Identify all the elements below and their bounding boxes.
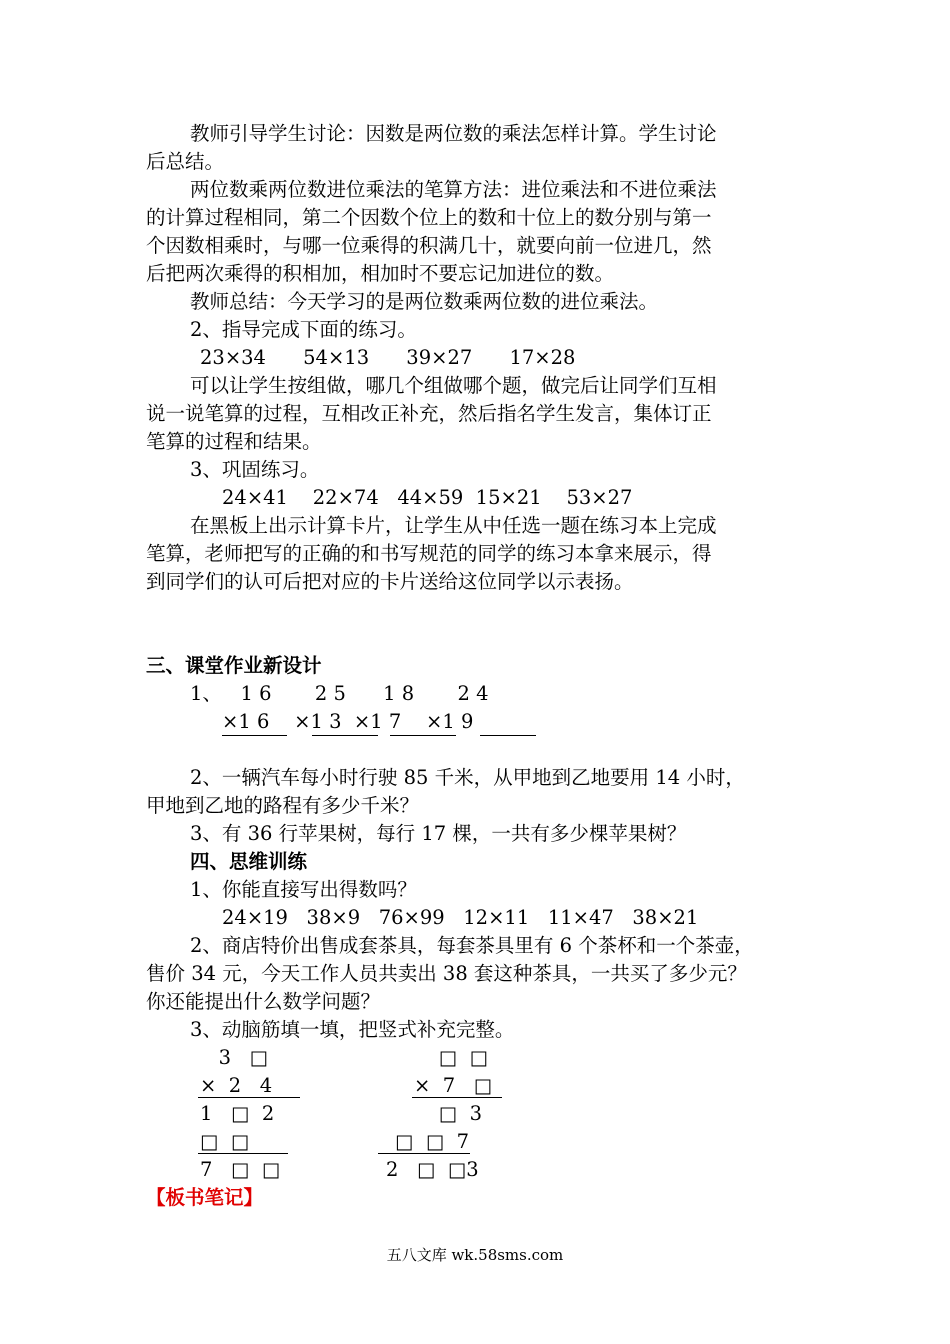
- question-line: 甲地到乙地的路程有多少千米？: [146, 794, 420, 817]
- question-line: 售价 34 元，今天工作人员共卖出 38 套这种茶具，一共买了多少元？: [146, 962, 747, 985]
- puzzle-row: × 2 4: [200, 1074, 273, 1097]
- puzzle-row: □ □: [200, 1130, 250, 1153]
- puzzle-row: 1 □ 2: [200, 1102, 275, 1125]
- paragraph-line: 后把两次乘得的积相加，相加时不要忘记加进位的数。: [146, 262, 615, 285]
- underline: [480, 735, 536, 736]
- puzzle-row: 2 □ □3: [386, 1158, 479, 1181]
- puzzle-row: □ □ 7: [395, 1130, 470, 1153]
- question-line: 3、动脑筋填一填，把竖式补充完整。: [190, 1018, 515, 1041]
- paragraph-line: 3、巩固练习。: [190, 458, 320, 481]
- paragraph-line: 个因数相乘时，与哪一位乘得的积满几十，就要向前一位进几，然: [146, 234, 712, 257]
- question-line: 2、商店特价出售成套茶具，每套茶具里有 6 个茶杯和一个茶壶，: [190, 934, 754, 957]
- section-heading: 三、课堂作业新设计: [146, 654, 322, 677]
- underline: [222, 735, 287, 736]
- puzzle-row: □ □: [414, 1046, 489, 1069]
- puzzle-row: □ 3: [414, 1102, 483, 1125]
- exercise-row: 24×19 38×9 76×99 12×11 11×47 38×21: [222, 906, 699, 929]
- underline: [412, 1097, 502, 1098]
- underline: [378, 1153, 470, 1154]
- puzzle-row: × 7 □: [414, 1074, 493, 1097]
- vertical-multiplication-bottom-row: ×1 6 ×1 3 ×1 7 ×1 9: [222, 710, 474, 733]
- question-line: 2、一辆汽车每小时行驶 85 千米，从甲地到乙地要用 14 小时，: [190, 766, 745, 789]
- board-notes-heading: 【板书笔记】: [146, 1186, 264, 1209]
- question-line: 3、有 36 行苹果树，每行 17 棵，一共有多少棵苹果树？: [190, 822, 687, 845]
- paragraph-line: 教师引导学生讨论：因数是两位数的乘法怎样计算。学生讨论: [190, 122, 717, 145]
- underline: [198, 1153, 288, 1154]
- footer-watermark: 五八文库 wk.58sms.com: [386, 1246, 564, 1264]
- paragraph-line: 后总结。: [146, 150, 225, 173]
- exercise-row: 23×34 54×13 39×27 17×28: [200, 346, 576, 369]
- question-line: 你还能提出什么数学问题？: [146, 990, 381, 1013]
- puzzle-row: 3 □: [200, 1046, 269, 1069]
- paragraph-line: 的计算过程相同，第二个因数个位上的数和十位上的数分别与第一: [146, 206, 712, 229]
- paragraph-line: 说一说笔算的过程，互相改正补充，然后指名学生发言，集体订正: [146, 402, 712, 425]
- paragraph-line: 到同学们的认可后把对应的卡片送给这位同学以示表扬。: [146, 570, 634, 593]
- puzzle-row: 7 □ □: [200, 1158, 281, 1181]
- paragraph-line: 两位数乘两位数进位乘法的笔算方法：进位乘法和不进位乘法: [190, 178, 717, 201]
- paragraph-line: 笔算，老师把写的正确的和书写规范的同学的练习本拿来展示，得: [146, 542, 712, 565]
- paragraph-line: 在黑板上出示计算卡片，让学生从中任选一题在练习本上完成: [190, 514, 717, 537]
- section-heading: 四、思维训练: [190, 850, 308, 873]
- underline: [312, 735, 378, 736]
- underline: [198, 1097, 300, 1098]
- paragraph-line: 教师总结：今天学习的是两位数乘两位数的进位乘法。: [190, 290, 659, 313]
- vertical-multiplication-top-row: 1、 1 6 2 5 1 8 2 4: [190, 682, 489, 705]
- paragraph-line: 可以让学生按组做，哪几个组做哪个题，做完后让同学们互相: [190, 374, 717, 397]
- question-line: 1、你能直接写出得数吗？: [190, 878, 417, 901]
- underline: [390, 735, 456, 736]
- paragraph-line: 2、指导完成下面的练习。: [190, 318, 417, 341]
- exercise-row: 24×41 22×74 44×59 15×21 53×27: [222, 486, 633, 509]
- paragraph-line: 笔算的过程和结果。: [146, 430, 322, 453]
